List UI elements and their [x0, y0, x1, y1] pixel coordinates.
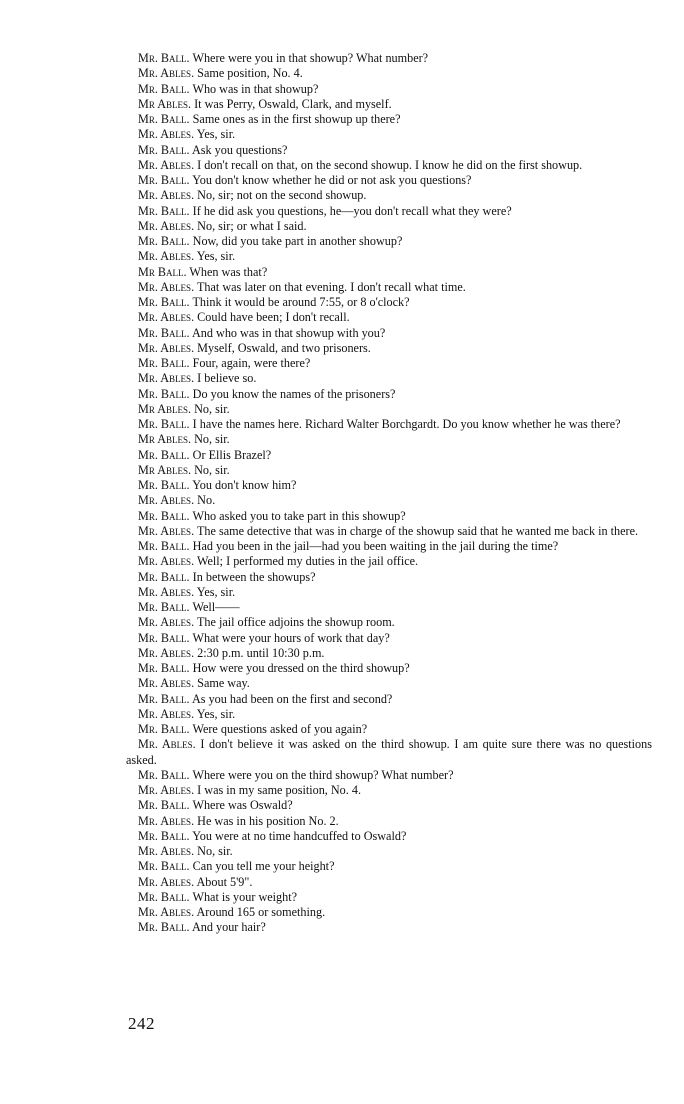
testimony-paragraph: [126, 798, 652, 813]
testimony-paragraph: [126, 66, 652, 81]
speaker-label: Mr. Ball.: [138, 295, 190, 309]
speaker-label: Mr. Ables.: [138, 813, 195, 828]
testimony-paragraph: [126, 890, 652, 905]
testimony-paragraph: [126, 234, 652, 249]
speaker-label: Mr. Ball.: [138, 234, 190, 248]
speaker-label: Mr. Ball.: [138, 767, 190, 782]
testimony-paragraph: [126, 524, 652, 539]
speech-text: No, sir.: [194, 432, 230, 447]
speech-text: Do you know the names of the prisoners?: [192, 386, 396, 401]
speaker-label: Mr. Ball.: [138, 325, 190, 340]
testimony-paragraph: [126, 97, 652, 112]
speech-text: Ask you questions?: [191, 142, 288, 157]
speech-text: Had you been in the jail—had you been waiting in the jail during the time?: [192, 539, 559, 553]
testimony-paragraph: [126, 249, 652, 264]
testimony-paragraph: [126, 265, 652, 280]
speech-text: It was Perry, Oswald, Clark, and myself.: [194, 96, 392, 111]
testimony-paragraph: [126, 493, 652, 508]
testimony-paragraph: [126, 463, 652, 478]
speaker-label: Mr. Ables.: [138, 706, 195, 721]
testimony-paragraph: [126, 219, 652, 234]
speech-text: No, sir; or what I said.: [197, 218, 307, 233]
speaker-label: Mr. Ball.: [138, 630, 190, 645]
testimony-paragraph: [126, 356, 652, 371]
speech-text: When was that?: [189, 264, 268, 279]
testimony-paragraph: [126, 204, 652, 219]
speaker-label: Mr. Ables.: [138, 554, 195, 569]
speaker-label: Mr. Ables.: [138, 783, 195, 797]
speech-text: What is your weight?: [192, 889, 298, 904]
speaker-label: Mr. Ball.: [138, 417, 190, 431]
speaker-label: Mr. Ball.: [138, 173, 190, 187]
testimony-paragraph: [126, 783, 652, 798]
speaker-label: Mr. Ables.: [138, 615, 195, 630]
speech-text: Now, did you take part in another showup?: [192, 234, 403, 248]
speaker-label: Mr. Ables.: [138, 874, 195, 889]
speaker-label: Mr. Ball.: [138, 508, 190, 523]
testimony-paragraph: [126, 707, 652, 722]
speech-text: The same detective that was in charge of the showup said that he wanted me back in there.: [196, 523, 639, 538]
speaker-label: Mr. Ables.: [138, 127, 195, 142]
speech-text: Who asked you to take part in this showup?: [192, 508, 406, 523]
speech-text: Where was Oswald?: [192, 798, 293, 813]
testimony-paragraph: [126, 127, 652, 142]
speaker-label: Mr. Ball.: [138, 386, 190, 401]
speaker-label: Mr. Ables.: [138, 905, 195, 919]
testimony-paragraph: [126, 859, 652, 874]
speaker-label: Mr. Ables.: [138, 66, 195, 81]
speech-text: No.: [197, 493, 216, 508]
speaker-label: Mr. Ball.: [138, 142, 190, 157]
testimony-paragraph: [126, 905, 652, 920]
testimony-paragraph: [126, 280, 652, 295]
testimony-paragraph: [126, 158, 652, 173]
speaker-label: Mr. Ball.: [138, 600, 190, 614]
speech-text: Well; I performed my duties in the jail office.: [196, 554, 419, 569]
speech-text: Think it would be around 7:55, or 8 o'clock?: [192, 295, 410, 309]
speech-text: Same ones as in the first showup up there?: [192, 112, 401, 126]
speaker-label: Mr. Ables.: [138, 676, 195, 691]
speech-text: What were your hours of work that day?: [192, 630, 390, 645]
speaker-label: Mr Ball.: [138, 264, 187, 279]
speaker-label: Mr. Ables.: [138, 310, 195, 325]
speaker-label: Mr Ables.: [138, 432, 192, 447]
speech-text: Same position, No. 4.: [197, 66, 303, 81]
speaker-label: Mr. Ables.: [138, 340, 195, 355]
testimony-paragraph: [126, 509, 652, 524]
speech-text: I have the names here. Richard Walter Borchgardt. Do you know whether he was there?: [192, 417, 621, 431]
testimony-paragraph: [126, 326, 652, 341]
speaker-label: Mr. Ables.: [138, 279, 195, 294]
speech-text: I believe so.: [197, 371, 257, 386]
speech-text: Can you tell me your height?: [192, 859, 335, 874]
testimony-paragraph: [126, 844, 652, 859]
speaker-label: Mr. Ball.: [138, 798, 190, 813]
speaker-label: Mr. Ball.: [138, 691, 190, 706]
speech-text: In between the showups?: [192, 569, 316, 584]
speech-text: Yes, sir.: [196, 127, 236, 142]
speaker-label: Mr. Ables.: [138, 645, 195, 660]
testimony-paragraph: [126, 295, 652, 310]
speech-text: You don't know whether he did or not ask you questions?: [192, 173, 472, 187]
speech-text: Same way.: [197, 676, 250, 691]
testimony-paragraph: [126, 661, 652, 676]
speaker-label: Mr. Ball.: [138, 478, 190, 492]
speech-text: Yes, sir.: [196, 706, 236, 721]
speaker-label: Mr Ables.: [138, 401, 192, 416]
speaker-label: Mr. Ables.: [138, 188, 195, 203]
speech-text: Were questions asked of you again?: [192, 722, 368, 736]
speaker-label: Mr. Ables.: [138, 493, 195, 508]
testimony-paragraph: [126, 173, 652, 188]
speaker-label: Mr Ables.: [138, 462, 192, 477]
testimony-paragraph: [126, 341, 652, 356]
speech-text: I was in my same position, No. 4.: [197, 783, 362, 797]
speech-text: As you had been on the first and second?: [191, 691, 393, 706]
speech-text: Where were you on the third showup? What number?: [192, 767, 454, 782]
testimony-paragraph: [126, 631, 652, 646]
testimony-paragraph: [126, 387, 652, 402]
speaker-label: Mr. Ball.: [138, 81, 190, 96]
speaker-label: Mr. Ball.: [138, 661, 190, 675]
speaker-label: Mr. Ball.: [138, 447, 190, 462]
testimony-paragraph: [126, 143, 652, 158]
speech-text: And who was in that showup with you?: [191, 325, 386, 340]
speaker-label: Mr. Ables.: [138, 584, 195, 599]
speech-text: No, sir.: [194, 401, 230, 416]
testimony-paragraph: [126, 768, 652, 783]
speech-text: If he did ask you questions, he—you don't recall what they were?: [192, 203, 512, 218]
testimony-paragraph: [126, 478, 652, 493]
testimony-paragraph: [126, 737, 652, 768]
speech-text: He was in his position No. 2.: [197, 813, 339, 828]
speaker-label: Mr. Ball.: [138, 722, 190, 736]
speech-text: Or Ellis Brazel?: [192, 447, 272, 462]
testimony-paragraph: [126, 646, 652, 661]
testimony-paragraph: [126, 920, 652, 935]
testimony-paragraph: [126, 692, 652, 707]
testimony-paragraph: [126, 554, 652, 569]
testimony-paragraph: [126, 722, 652, 737]
testimony-paragraph: [126, 188, 652, 203]
testimony-paragraph: [126, 539, 652, 554]
testimony-paragraph: [126, 600, 652, 615]
speech-text: About 5'9".: [196, 874, 253, 889]
speech-text: That was later on that evening. I don't recall what time.: [196, 279, 466, 294]
speaker-label: Mr. Ables.: [138, 218, 195, 233]
speech-text: Who was in that showup?: [192, 81, 319, 96]
testimony-paragraph: [126, 814, 652, 829]
speech-text: I don't recall on that, on the second showup. I know he did on the first showup.: [197, 157, 583, 172]
speaker-label: Mr. Ables.: [138, 157, 195, 172]
testimony-paragraph: [126, 310, 652, 325]
testimony-paragraph: [126, 402, 652, 417]
testimony-paragraph: [126, 371, 652, 386]
speaker-label: Mr. Ables.: [138, 249, 195, 264]
speaker-label: Mr. Ables.: [138, 371, 195, 386]
speech-text: Well——: [192, 600, 240, 614]
speech-text: Around 165 or something.: [196, 905, 326, 919]
testimony-paragraph: [126, 82, 652, 97]
testimony-paragraph: [126, 676, 652, 691]
testimony-paragraph: [126, 51, 652, 66]
testimony-paragraph: [126, 875, 652, 890]
speech-text: You were at no time handcuffed to Oswald?: [192, 828, 407, 843]
testimony-paragraph: [126, 112, 652, 127]
speaker-label: Mr. Ball.: [138, 828, 190, 843]
speech-text: The jail office adjoins the showup room.: [196, 615, 395, 630]
speech-text: 2:30 p.m. until 10:30 p.m.: [197, 645, 325, 660]
page-number: 242: [128, 1014, 155, 1033]
speaker-label: Mr. Ball.: [138, 51, 190, 65]
testimony-paragraph: [126, 448, 652, 463]
speech-text: No, sir.: [197, 844, 233, 858]
speech-text: Yes, sir.: [196, 584, 236, 599]
testimony-paragraph: [126, 615, 652, 630]
speaker-label: Mr Ables.: [138, 96, 192, 111]
speaker-label: Mr. Ball.: [138, 569, 190, 584]
speaker-label: Mr. Ables.: [138, 844, 195, 858]
speaker-label: Mr. Ball.: [138, 356, 190, 370]
testimony-paragraph: [126, 432, 652, 447]
speaker-label: Mr. Ball.: [138, 889, 190, 904]
speech-text: I don't believe it was asked on the third showup. I am quite sure there was no questions asked.: [126, 737, 652, 767]
speech-text: Myself, Oswald, and two prisoners.: [197, 340, 371, 355]
speech-text: Four, again, were there?: [192, 356, 311, 370]
speech-text: No, sir.: [194, 462, 230, 477]
speech-text: And your hair?: [191, 920, 266, 935]
speech-text: Where were you in that showup? What number?: [192, 51, 429, 65]
testimony-paragraph: [126, 829, 652, 844]
speaker-label: Mr. Ball.: [138, 203, 190, 218]
speech-text: Could have been; I don't recall.: [197, 310, 350, 325]
testimony-transcript: [126, 51, 652, 936]
testimony-paragraph: [126, 585, 652, 600]
speaker-label: Mr. Ball.: [138, 859, 190, 874]
speech-text: How were you dressed on the third showup?: [192, 661, 410, 675]
speaker-label: Mr. Ball.: [138, 112, 190, 126]
speaker-label: Mr. Ables.: [138, 523, 195, 538]
speech-text: Yes, sir.: [196, 249, 236, 264]
speaker-label: Mr. Ball.: [138, 539, 190, 553]
testimony-paragraph: [126, 570, 652, 585]
speech-text: No, sir; not on the second showup.: [197, 188, 367, 203]
speaker-label: Mr. Ball.: [138, 920, 190, 935]
testimony-paragraph: [126, 417, 652, 432]
speech-text: You don't know him?: [192, 478, 297, 492]
speaker-label: Mr. Ables.: [138, 737, 196, 752]
